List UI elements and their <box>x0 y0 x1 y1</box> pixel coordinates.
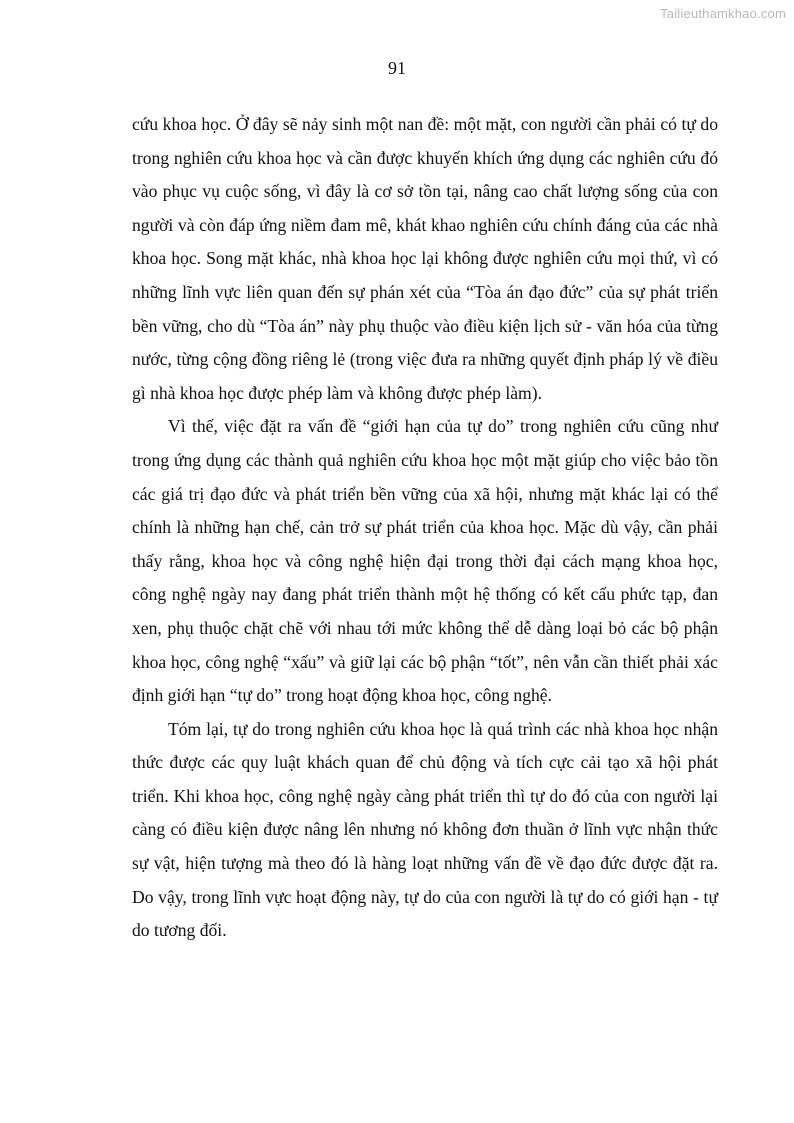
watermark: Tailieuthamkhao.com <box>660 6 786 21</box>
paragraph-1: cứu khoa học. Ở đây sẽ nảy sinh một nan đề: một mặt, con người cần phải có tự do trong nghiên cứu khoa học và cần được khuyến khích ứng dụng các nghiên cứu đó vào phục vụ cuộc sống, vì đây là cơ sở tồn tại, nâng cao chất lượng sống của con người và còn đáp ứng niềm đam mê, khát khao nghiên cứu chính đáng của các nhà khoa học. Song mặt khác, nhà khoa học lại không được nghiên cứu mọi thứ, vì có những lĩnh vực liên quan đến sự phán xét của “Tòa án đạo đức” của sự phát triển bền vững, cho dù “Tòa án” này phụ thuộc vào điều kiện lịch sử - văn hóa của từng nước, từng cộng đồng riêng lẻ (trong việc đưa ra những quyết định pháp lý về điều gì nhà khoa học được phép làm và không được phép làm). <box>132 114 718 403</box>
paragraph-2: Vì thế, việc đặt ra vấn đề “giới hạn của tự do” trong nghiên cứu cũng như trong ứng dụng các thành quả nghiên cứu khoa học một mặt giúp cho việc bảo tồn các giá trị đạo đức và phát triển bền vững của xã hội, nhưng mặt khác lại có thể chính là những hạn chế, cản trở sự phát triển của khoa học. Mặc dù vậy, cần phải thấy rằng, khoa học và công nghệ hiện đại trong thời đại cách mạng khoa học, công nghệ ngày nay đang phát triển thành một hệ thống có kết cấu phức tạp, đan xen, phụ thuộc chặt chẽ với nhau tới mức không thể dễ dàng loại bỏ các bộ phận khoa học, công nghệ “xấu” và giữ lại các bộ phận “tốt”, nên vẫn cần thiết phải xác định giới hạn “tự do” trong hoạt động khoa học, công nghệ. <box>132 416 718 706</box>
page-body <box>132 108 718 948</box>
page-number: 91 <box>388 58 406 78</box>
paragraph-3: Tóm lại, tự do trong nghiên cứu khoa học là quá trình các nhà khoa học nhận thức được các quy luật khách quan để chủ động và tích cực cải tạo xã hội phát triển. Khi khoa học, công nghệ ngày càng phát triển thì tự do đó của con người lại càng có điều kiện được nâng lên nhưng nó không đơn thuần ở lĩnh vực nhận thức sự vật, hiện tượng mà theo đó là hàng loạt những vấn đề về đạo đức được đặt ra. Do vậy, trong lĩnh vực hoạt động này, tự do của con người là tự do có giới hạn - tự do tương đối. <box>132 718 718 941</box>
